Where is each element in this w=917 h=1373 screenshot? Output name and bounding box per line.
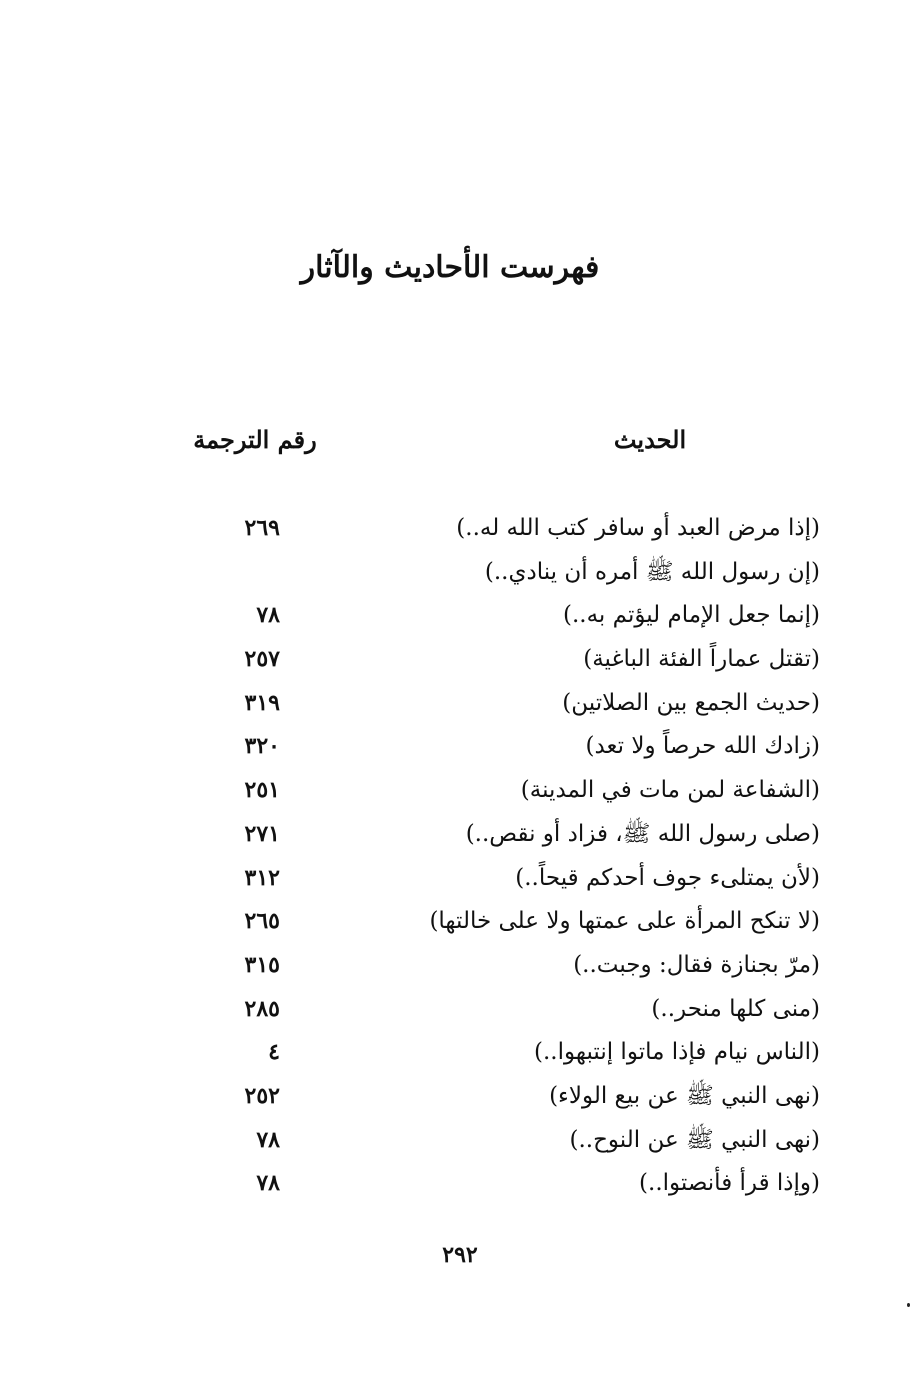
translation-number: ٤ [268, 1039, 280, 1066]
list-item [200, 903, 820, 947]
list-item [200, 641, 820, 685]
translation-number: ٢٥١ [244, 777, 280, 804]
list-item [200, 728, 820, 772]
translation-number: ٧٨ [256, 1126, 280, 1153]
hadith-text: (زادك الله حرصاً ولا تعد) [585, 733, 820, 760]
list-item [200, 991, 820, 1035]
hadith-text: (صلى رسول الله ﷺ، فزاد أو نقص..) [465, 820, 820, 847]
hadith-text: (الشفاعة لمن مات في المدينة) [520, 777, 820, 804]
translation-number: ٢٥٢ [244, 1082, 280, 1109]
translation-number: ٢٨٥ [244, 995, 280, 1022]
hadith-text: (مرّ بجنازة فقال: وجبت..) [573, 951, 820, 978]
list-item [200, 1078, 820, 1122]
list-item [200, 554, 820, 598]
hadith-text: (تقتل عماراً الفئة الباغية) [583, 646, 820, 673]
hadith-text: (إن رسول الله ﷺ أمره أن ينادي..) [484, 558, 820, 585]
translation-number: ٢٥٧ [244, 646, 280, 673]
page-number: ٢٩٢ [442, 1242, 478, 1268]
translation-number: ٣٢٠ [244, 733, 280, 760]
hadith-text: (لا تنكح المرأة على عمتها ولا على خالتها) [429, 908, 820, 935]
list-item [200, 685, 820, 729]
list-item [200, 597, 820, 641]
hadith-text: (الناس نيام فإذا ماتوا إنتبهوا..) [533, 1039, 820, 1066]
list-item [200, 1165, 820, 1209]
hadith-text: (حديث الجمع بين الصلاتين) [562, 689, 820, 716]
list-item [200, 772, 820, 816]
hadith-index-list [200, 510, 820, 1209]
page-title: فهرست الأحاديث والآثار [300, 250, 600, 285]
list-item [200, 947, 820, 991]
translation-number: ٢٧١ [244, 820, 280, 847]
translation-number: ٢٦٥ [244, 908, 280, 935]
list-item [200, 860, 820, 904]
hadith-text: (نهى النبي ﷺ عن بيع الولاء) [549, 1082, 820, 1109]
translation-number: ٢٦٩ [244, 515, 280, 541]
scan-speck [907, 1303, 910, 1307]
list-item [200, 1122, 820, 1166]
list-item [200, 510, 820, 554]
translation-number: ٣١٩ [244, 689, 280, 716]
hadith-text: (نهى النبي ﷺ عن النوح..) [569, 1126, 820, 1153]
list-item [200, 816, 820, 860]
translation-number: ٣١٥ [244, 951, 280, 978]
translation-number: ٧٨ [256, 1170, 280, 1197]
hadith-text: (وإذا قرأ فأنصتوا..) [639, 1170, 820, 1197]
hadith-text: (لأن يمتلىء جوف أحدكم قيحاً..) [515, 864, 820, 891]
list-item [200, 1034, 820, 1078]
hadith-text: (منى كلها منحر..) [651, 995, 820, 1022]
column-header-translation-number: رقم الترجمة [193, 425, 317, 454]
column-header-hadith: الحديث [613, 425, 687, 454]
translation-number: ٣١٢ [244, 864, 280, 891]
hadith-text: (إنما جعل الإمام ليؤتم به..) [563, 602, 820, 629]
hadith-text: (إذا مرض العبد أو سافر كتب الله له..) [456, 515, 820, 541]
translation-number: ٧٨ [256, 602, 280, 629]
